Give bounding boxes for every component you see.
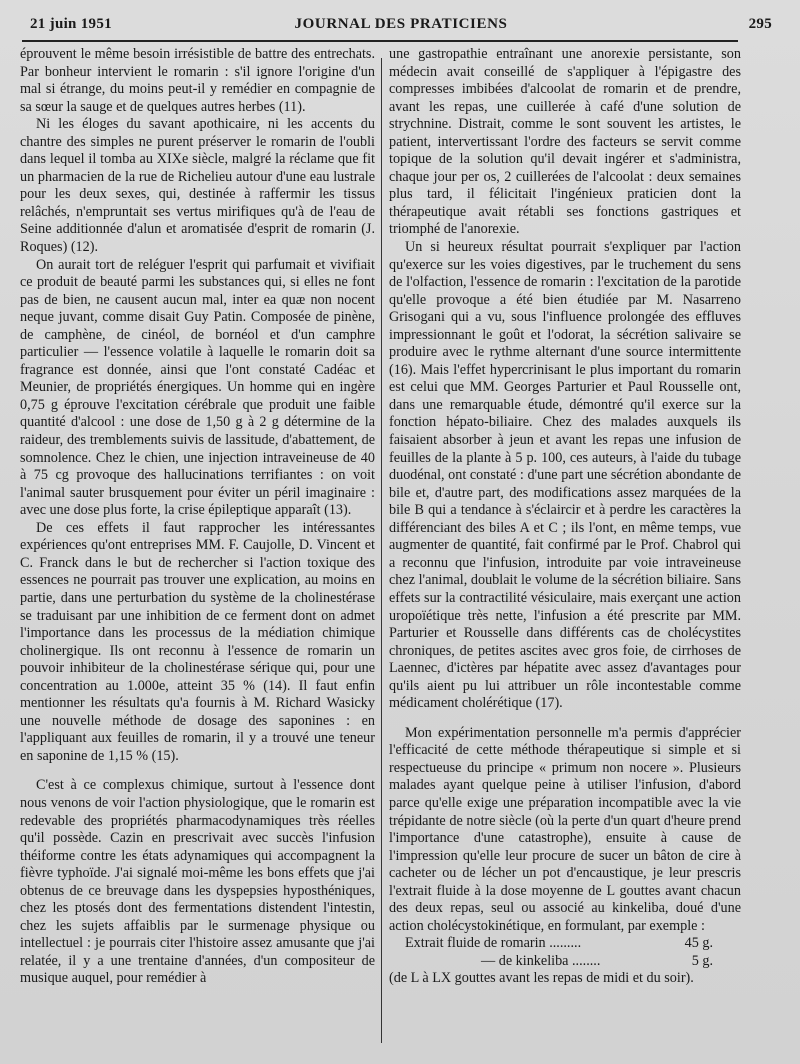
- paragraph: De ces effets il faut rapprocher les intéressantes expériences qu'ont entreprises MM. F. Caujolle, D. Vincent et C. Franck dans le but de rechercher si l'action toxique des essences ne pourrait pas trouver une explication, au moins en partie, dans une perturbation du système de la cholinestérase se traduisant par une inhibition de ce ferment dont on admet l'importance dans les processus de la médiation chimique cholinergique. Ils ont reconnu à l'essence de romarin un pouvoir inhibiteur de la cholinestérase sérique qui, pour une concentration au 1.000e, atteint 35 % (14). Il faut enfin mentionner les résultats qu'a fournis à M. Richard Wasicky une nouvelle méthode de dosage des saponines : en l'appliquant aux feuilles de romarin, il y a trouvé une teneur en saponine de 1,15 % (15).: [20, 519, 375, 764]
- formula-ingredient: Extrait fluide de romarin .........: [405, 935, 582, 952]
- paragraph: Mon expérimentation personnelle m'a permis d'apprécier l'efficacité de cette méthode thérapeutique si simple et si respectueuse du principe « primum non nocere ». Plusieurs malades ayant quelque peine à utiliser l'infusion, d'abord parce qu'elle exige une préparation incompatible avec la vie trépidante de notre siècle (où la perte d'un quart d'heure prend l'importance d'une catastrophe), ensuite à cause de l'impression qu'elle leur procure de sucer un bâton de cire à cacheter ou de lécher un pot d'encaustique, je leur prescris l'extrait fluide à la dose moyenne de L gouttes avant chacun des deux repas, seul ou associé au kinkeliba, doué d'une action cholécystokinétique, en formulant, par exemple :: [389, 724, 741, 934]
- paragraph: C'est à ce complexus chimique, surtout à l'essence dont nous venons de voir l'action physiologique, que le romarin est redevable des propriétés pharmacodynamiques très réelles qu'il possède. Cazin en prescrivait avec succès l'infusion théiforme contre les états adynamiques qui accompagnent la fièvre typhoïde. J'ai signalé moi-même les bons effets que j'ai obtenus de ce breuvage dans les dyspepsies hyposthéniques, chez les ptosés dont des fermentations distendent l'intestin, chez les sujets affaiblis par le surmenage physique ou intellectuel : je pourrais citer l'histoire assez amusante que j'ai relatée, il y a une trentaine d'années, d'un compositeur de musique auquel, pour remédier à: [20, 777, 375, 987]
- issue-date: 21 juin 1951: [30, 16, 112, 32]
- page-header: [30, 14, 772, 40]
- page-number: 295: [748, 16, 772, 32]
- formula-dosage-note: (de L à LX gouttes avant les repas de midi et du soir).: [389, 970, 694, 987]
- formula-line: [389, 935, 741, 953]
- prescription-formula: [389, 935, 741, 988]
- paragraph: On aurait tort de reléguer l'esprit qui parfumait et vivifiait ce produit de beauté parmi les substances qui, si elles ne font pas de bien, ne causent aucun mal, inter ea quæ non nocent neque juvant, comme disait Guy Patin. Composée de pinène, de camphène, de cinéol, de bornéol et d'un camphre particulier — l'essence volatile à laquelle le romarin doit sa fragrance est donnée, ainsi que l'ont constaté Cadéac et Meunier, de propriétés énergiques. Un homme qui en ingère 0,75 g éprouve l'excitation cérébrale que produit une faible quantité d'alcool : une dose de 1,50 g à 2 g détermine de la raideur, des tremblements suivis de lassitude, d'abattement, de somnolence. Chez le chien, une injection intraveineuse de 40 à 75 cg provoque des hallucinations terrifiantes : on voit l'animal sauter brusquement pour éviter un péril imaginaire : avec une dose plus forte, la crise épileptique apparaît (13).: [20, 256, 375, 519]
- formula-line: [389, 953, 741, 971]
- journal-title: JOURNAL DES PRATICIENS: [294, 16, 508, 32]
- formula-ingredient: — de kinkeliba ........: [481, 952, 601, 969]
- paragraph: Ni les éloges du savant apothicaire, ni les accents du chantre des simples ne purent préserver le romarin de l'oubli dans lequel il tomba au XIXe siècle, malgré la réclame que fit un pharmacien de la rue de Richelieu autour d'une eau lustrale pour les deux sexes, qui, destinée à raffermir les tissus relâchés, n'empruntait ses vertus mirifiques qu'à de l'eau de Seine additionnée d'alun et aromatisée d'esprit de romarin (J. Roques) (12).: [20, 116, 375, 256]
- right-column: [389, 46, 741, 1056]
- formula-quantity: 45 g.: [684, 935, 713, 952]
- header-rule: [22, 40, 738, 42]
- left-column: [20, 46, 375, 1056]
- column-divider: [381, 58, 382, 1043]
- paragraph: éprouvent le même besoin irrésistible de battre des entrechats. Par bonheur intervient le romarin : s'il ignore l'origine d'un mal si étrange, du moins peut-il y remédier en compagnie de sa sœur la sauge et de quelques autres herbes (11).: [20, 46, 375, 115]
- formula-quantity: 5 g.: [691, 952, 713, 969]
- paragraph: une gastropathie entraînant une anorexie persistante, son médecin avait conseillé de s'appliquer à l'épigastre des compresses imbibées d'alcoolat de romarin et de prendre, avant les repas, une cuillerée à café d'une solution de strychnine. Distrait, comme le sont souvent les artistes, le patient, intervertissant l'ordre des facteurs se servit comme topique de la solution qu'il devait ingérer et s'administra, chaque jour per os, 2 cuillerées de l'alcoolat : deux semaines plus tard, il félicitait l'ingénieux praticien dont la thérapeutique avait rétabli ses fonctions gastriques et triomphé de l'anorexie.: [389, 46, 741, 238]
- paragraph: Un si heureux résultat pourrait s'expliquer par l'action qu'exerce sur les voies digestives, par le truchement du sens de l'olfaction, l'essence de romarin : l'excitation de la parotide qu'elle provoque a été bien étudiée par M. Nasarreno Grisogani qui a vu, sous l'influence prolongée des effluves impressionnant le goût et l'odorat, la sécrétion salivaire se produire avec le rythme alternant d'une source intermittente (16). Mais l'effet hypercrinisant le plus important du romarin est celui que MM. Georges Parturier et Paul Rousselle ont, dans une remarquable étude, démontré qu'il exerce sur la fonction hépato-biliaire. Chez des malades auxquels ils faisaient absorber à jeun et avant les repas une infusion de feuilles de la plante à 5 p. 100, ces auteurs, à l'aide du tubage duodénal, ont constaté : d'une part une sécrétion abondante de bile et, d'autre part, des modifications assez marquées de la bile B qui a tendance à s'éclaircir et à perdre les caractères la différenciant des biles A et C ; ils l'ont, en même temps, vue augmenter de quantité, fait confirmé par le Prof. Chabrol qui a reconnu que l'infusion, introduite par voie intraveineuse chez l'animal, doublait le volume de la sécrétion biliaire. Sans effets sur la contractilité vésiculaire, mais exerçant une action uropoïétique très nette, l'infusion a été prescrite par MM. Parturier et Rousselle dans différents cas de cholécystites chroniques, de petites ascites avec gros foie, de cirrhoses de Laennec, d'ictères par hépatite avec assez d'avantages pour qu'ils aient pu lui attribuer un rôle incontestable comme médicament cholérétique (17).: [389, 239, 741, 712]
